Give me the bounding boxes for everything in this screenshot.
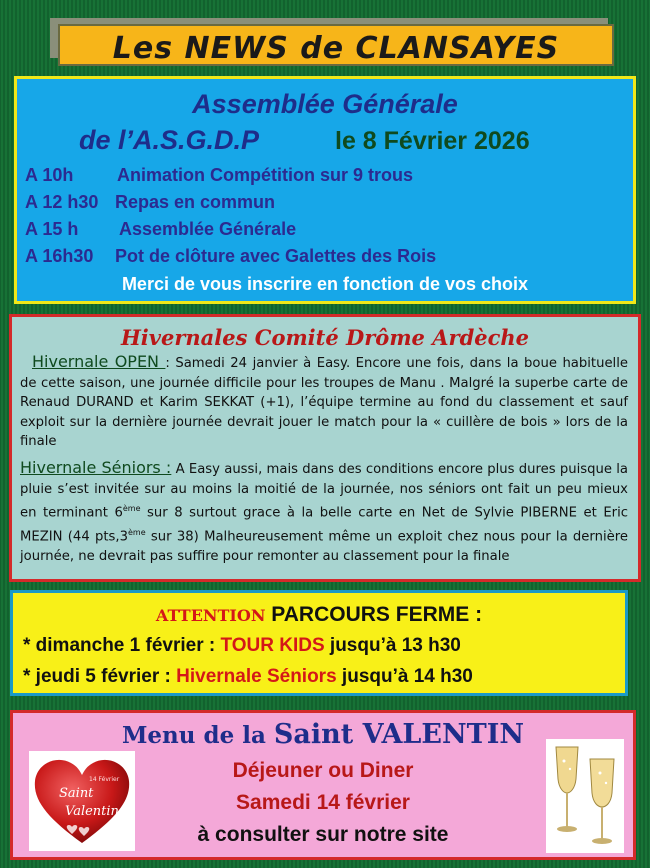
schedule-activity: Pot de clôture avec Galettes des Rois xyxy=(115,246,437,266)
assemblee-title: Assemblée Générale xyxy=(192,89,458,119)
hivernale-seniors-text: A Easy aussi, mais dans des conditions encore plus dures puisque la pluie s’est invitée sur au moins la moitié de la journée, nos séniors ont fait un peu mieux en terminant 6 xyxy=(20,462,628,521)
hivernale-open-paragraph xyxy=(20,352,628,452)
registration-note: Merci de vous inscrire en fonction de vos choix xyxy=(121,274,529,294)
valentin-meal: Déjeuner ou Diner xyxy=(232,759,414,782)
hivernale-seniors-text: sur 8 surtout grace à la belle carte en Net de Sylvie PIBERNE et Eric MEZIN (44 pts,3 xyxy=(20,505,628,545)
closure-date: * jeudi 5 février : xyxy=(23,666,177,687)
schedule-time: A 12 h30 xyxy=(25,192,99,212)
valentin-website-note: à consulter sur notre site xyxy=(197,823,449,846)
hivernale-open-heading: Hivernale OPEN xyxy=(32,352,166,371)
hivernale-seniors-text: sur 38) Malheureusement même un exploit chez nous pour la dernière journée, ne devrait pas suffire pour remonter au classement pour la finale xyxy=(20,529,628,564)
schedule-time: A 10h xyxy=(25,165,74,185)
assemblee-date: le 8 Février 2026 xyxy=(335,127,530,155)
hivernale-seniors-paragraph xyxy=(20,458,628,566)
heart-icon xyxy=(29,751,135,851)
schedule-row xyxy=(25,246,436,267)
closure-item xyxy=(23,666,473,688)
closure-item xyxy=(23,635,461,657)
course-closed-heading: PARCOURS FERME : xyxy=(265,603,483,626)
heart-text-date: 14 Février xyxy=(89,776,120,783)
valentin-menu-name: Saint VALENTIN xyxy=(273,719,525,750)
ordinal-suffix: ème xyxy=(128,527,146,537)
champagne-glasses-icon xyxy=(546,739,624,853)
closure-time: jusqu’à 14 h30 xyxy=(336,666,473,687)
attention-heading xyxy=(13,603,625,627)
heart-text-saint: Saint xyxy=(59,786,94,801)
schedule-row xyxy=(25,219,296,240)
closure-event: TOUR KIDS xyxy=(220,635,325,656)
hivernale-seniors-heading: Hivernale Séniors : xyxy=(20,458,172,477)
schedule-row xyxy=(25,165,413,186)
schedule-activity: Animation Compétition sur 9 trous xyxy=(117,165,414,185)
schedule-activity: Assemblée Générale xyxy=(119,219,297,239)
heart-text-valentin: Valentin xyxy=(65,804,119,819)
schedule-activity: Repas en commun xyxy=(115,192,276,212)
valentin-menu-title xyxy=(13,719,633,750)
header-banner xyxy=(58,24,614,66)
schedule-row xyxy=(25,192,275,213)
hivernales-title: Hivernales Comité Drôme Ardèche xyxy=(120,325,530,350)
attention-section xyxy=(10,590,628,696)
hivernales-section xyxy=(9,314,641,582)
page-title: Les NEWS de CLANSAYES xyxy=(112,31,560,66)
closure-date: * dimanche 1 février : xyxy=(23,635,221,656)
heart-image xyxy=(29,751,135,851)
schedule-time: A 16h30 xyxy=(25,246,94,266)
valentin-section xyxy=(10,710,636,860)
assemblee-section xyxy=(14,76,636,304)
assemblee-org: de l’A.S.G.D.P xyxy=(79,125,260,155)
hivernale-open-text: : Samedi 24 janvier à Easy. Encore une fois, dans la boue habituelle de cette saison, une journée difficile pour les troupes de Manu . Malgré la superbe carte de Renaud DURAND et Karim SEKKAT (+1), l’équipe termine au fond du classement et sauf exploit sur la dernière journée devrait jouer le match pour la « cuillère de bois » lors de la finale xyxy=(20,356,629,449)
attention-label: ATTENTION xyxy=(155,606,266,625)
champagne-image xyxy=(546,739,624,853)
valentin-date: Samedi 14 février xyxy=(236,791,410,814)
ordinal-suffix: ème xyxy=(122,504,141,513)
closure-time: jusqu’à 13 h30 xyxy=(324,635,461,656)
valentin-menu-prefix: Menu de la xyxy=(121,722,274,749)
closure-event: Hivernale Séniors xyxy=(176,666,337,687)
schedule-time: A 15 h xyxy=(25,219,79,239)
